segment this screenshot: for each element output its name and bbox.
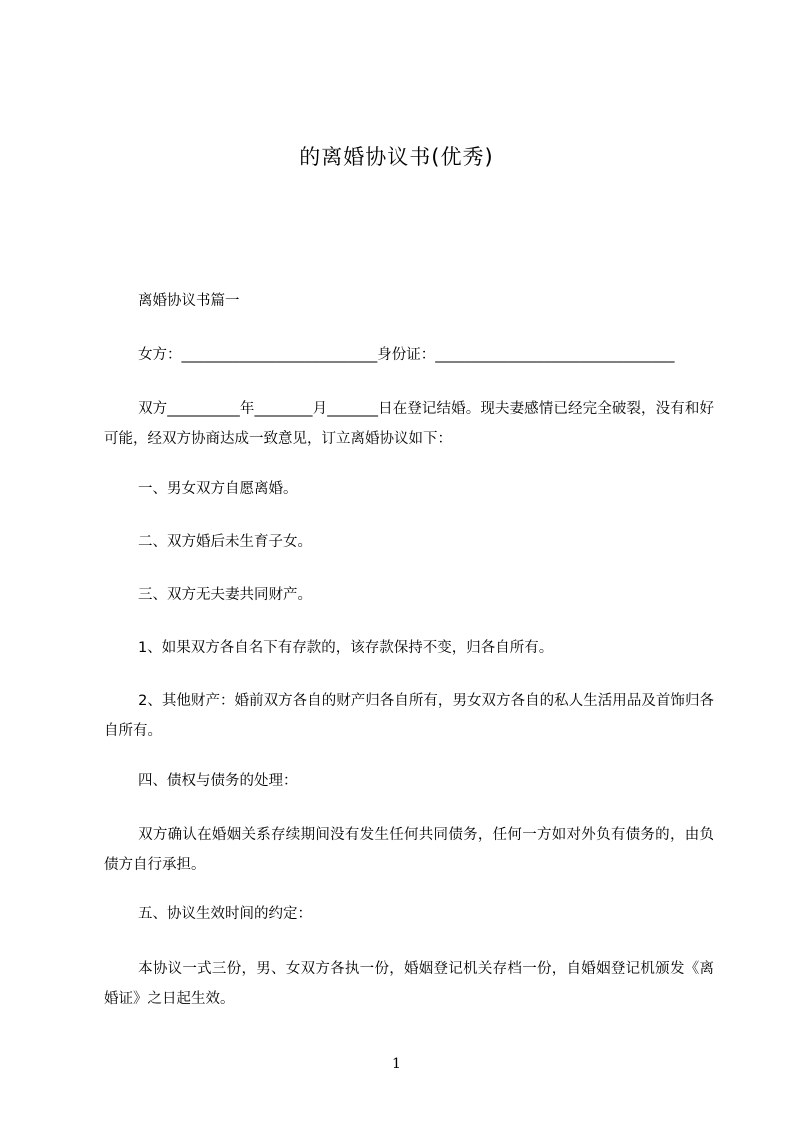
- clause-4: 四、债权与债务的处理：: [138, 773, 298, 789]
- clause-2: 二、双方婚后未生育子女。: [138, 534, 312, 550]
- clause-5-text: 本协议一式三份，男、女双方各执一份，婚姻登记机关存档一份，自婚姻登记机颁发《离婚证》之日起生效。: [104, 961, 714, 1007]
- section-heading: 离婚协议书篇一: [138, 293, 240, 309]
- clause-1: 一、男女双方自愿离婚。: [138, 481, 298, 497]
- clause-3-item-2: 2、其他财产：婚前双方各自的财产归各自所有，男女双方各自的私人生活用品及首饰归各自所有。: [104, 693, 714, 739]
- clause-4-text: 双方确认在婚姻关系存续期间没有发生任何共同债务，任何一方如对外负有债务的，由负债方自行承担。: [104, 827, 714, 873]
- intro-paragraph: 双方__________年________月_______日在登记结婚。现夫妻感情已经完全破裂，没有和好可能，经双方协商达成一致意见，订立离婚协议如下：: [104, 401, 714, 447]
- clause-3-item-1: 1、如果双方各自名下有存款的，该存款保持不变，归各自所有。: [138, 640, 554, 656]
- clause-3: 三、双方无夫妻共同财产。: [138, 587, 312, 603]
- document-title: 的离婚协议书(优秀): [299, 145, 494, 169]
- page-number: 1: [392, 1056, 401, 1072]
- clause-5: 五、协议生效时间的约定：: [138, 906, 312, 922]
- parties-line: 女方：___________________________身份证：_________________________________: [138, 347, 675, 363]
